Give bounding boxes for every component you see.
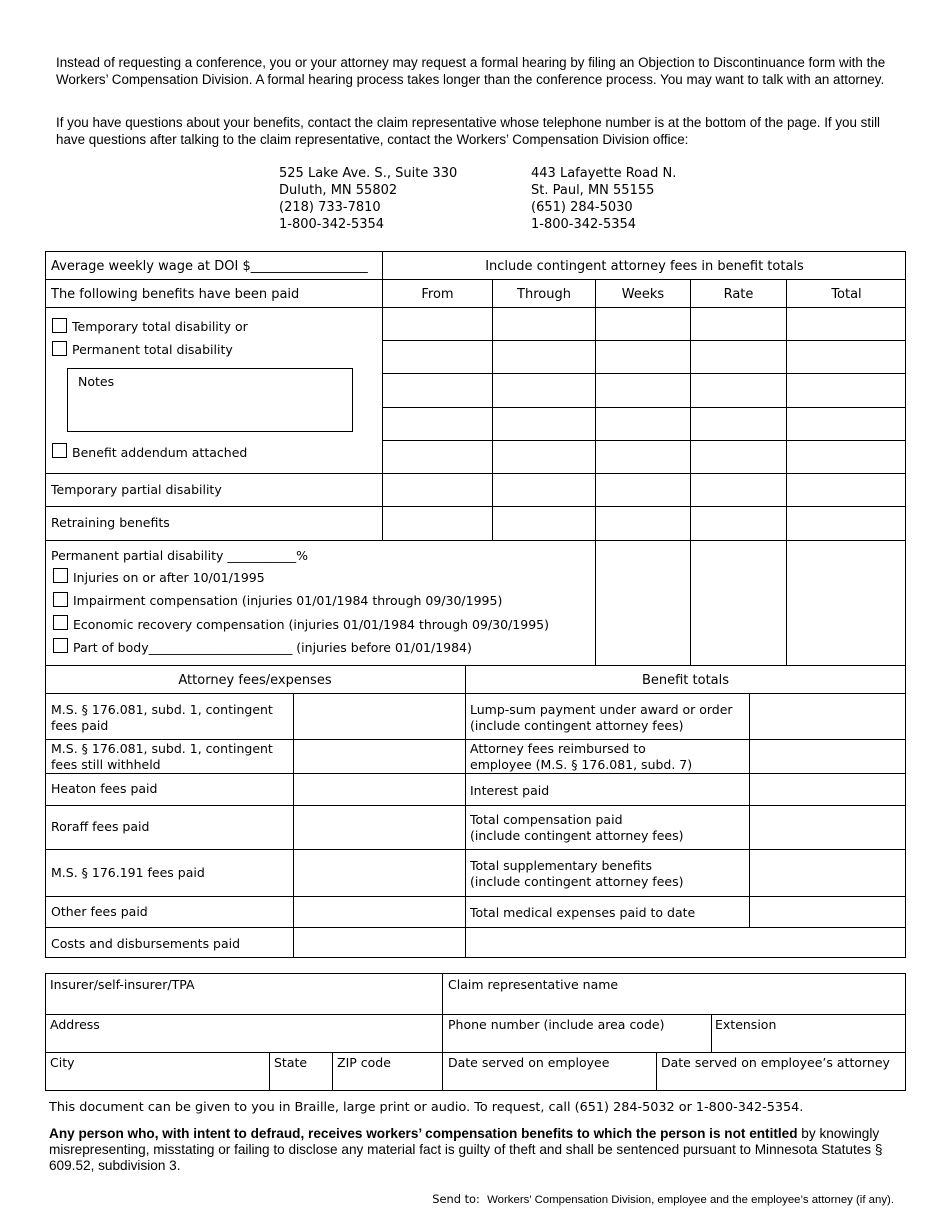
line: employee (M.S. § 176.081, subd. 7) — [470, 757, 693, 772]
line: Lump-sum payment under award or order — [470, 702, 733, 717]
office-phone: (218) 733-7810 — [279, 200, 381, 215]
vline — [45, 666, 46, 958]
vline — [442, 973, 443, 1091]
hline — [45, 957, 906, 958]
vline — [711, 1014, 712, 1052]
served-attorney-label: Date served on employee’s attorney — [661, 1055, 890, 1070]
office-duluth — [279, 165, 457, 233]
extension-label: Extension — [715, 1017, 777, 1032]
hline — [45, 506, 906, 507]
retraining-label: Retraining benefits — [51, 515, 170, 530]
hline — [382, 373, 906, 374]
totals-supplementary — [470, 858, 683, 890]
ptd-checkbox[interactable] — [52, 341, 67, 356]
hline — [45, 773, 906, 774]
addendum-label: Benefit addendum attached — [72, 445, 248, 460]
hline — [45, 927, 906, 928]
intro-paragraph-questions: If you have questions about your benefits, contact the claim representative whose telephone number is at the bottom of the page. If you still have questions after talking to the claim representative, contact the Workers’ Compensation Division office: — [56, 115, 881, 147]
address-label: Address — [50, 1017, 100, 1032]
line: (include contingent attorney fees) — [470, 828, 684, 843]
line: Attorney fees reimbursed to — [470, 741, 646, 756]
hline — [45, 307, 906, 308]
ppd-option-4-label: Part of body_______________________ (injuries before 01/01/1984) — [73, 640, 472, 655]
vline — [332, 1052, 333, 1091]
ttd-label: Temporary total disability or — [72, 319, 248, 334]
fees-other: Other fees paid — [51, 904, 148, 919]
fraud-notice — [49, 1126, 904, 1174]
office-phone: (651) 284-5030 — [531, 200, 633, 215]
hline — [45, 473, 906, 474]
fees-176-191: M.S. § 176.191 fees paid — [51, 865, 205, 880]
hline — [45, 540, 906, 541]
vline — [595, 279, 596, 666]
phone-label: Phone number (include area code) — [448, 1017, 665, 1032]
office-tollfree: 1-800-342-5354 — [531, 217, 637, 232]
hline — [45, 1014, 906, 1015]
tpd-label: Temporary partial disability — [51, 482, 222, 497]
line: Total supplementary benefits — [470, 858, 653, 873]
ttd-checkbox[interactable] — [52, 318, 67, 333]
fraud-notice-bold: Any person who, with intent to defraud, receives workers’ compensation benefits to which the person is not entitled — [49, 1126, 798, 1141]
hline — [382, 440, 906, 441]
ppd-option-2-label: Impairment compensation (injuries 01/01/1984 through 09/30/1995) — [73, 593, 503, 608]
ppd-option-2-checkbox[interactable] — [53, 592, 68, 607]
line: Total compensation paid — [470, 812, 623, 827]
fees-contingent-paid: M.S. § 176.081, subd. 1, contingent fees paid — [51, 702, 273, 733]
vline — [786, 279, 787, 666]
office-stpaul — [531, 165, 676, 233]
hline — [45, 693, 906, 694]
send-to-label: Send to: — [432, 1192, 480, 1206]
hline — [382, 340, 906, 341]
contingent-fees-header: Include contingent attorney fees in benefit totals — [485, 259, 804, 274]
fees-costs: Costs and disbursements paid — [51, 936, 241, 951]
office-tollfree: 1-800-342-5354 — [279, 217, 385, 232]
office-street: 525 Lake Ave. S., Suite 330 — [279, 166, 458, 181]
vline — [465, 666, 466, 958]
city-label: City — [50, 1055, 75, 1070]
ppd-option-1-checkbox[interactable] — [53, 568, 68, 583]
totals-attorney-reimbursed — [470, 741, 692, 773]
totals-lump-sum — [470, 702, 733, 734]
vline — [492, 279, 493, 541]
send-to — [432, 1192, 894, 1208]
hline — [45, 279, 906, 280]
column-through: Through — [517, 287, 571, 302]
attorney-fees-header: Attorney fees/expenses — [178, 673, 332, 688]
fees-contingent-withheld: M.S. § 176.081, subd. 1, contingent fees still withheld — [51, 741, 273, 772]
office-city: St. Paul, MN 55155 — [531, 183, 655, 198]
braille-notice: This document can be given to you in Braille, large print or audio. To request, call (651) 284-5032 or 1-800-342-5354. — [49, 1100, 804, 1115]
hline — [45, 805, 906, 806]
office-city: Duluth, MN 55802 — [279, 183, 398, 198]
vline — [749, 693, 750, 928]
claim-rep-label: Claim representative name — [448, 977, 619, 992]
hline — [45, 896, 906, 897]
vline — [269, 1052, 270, 1091]
ppd-option-3-checkbox[interactable] — [53, 615, 68, 630]
fees-heaton: Heaton fees paid — [51, 781, 158, 796]
totals-interest: Interest paid — [470, 783, 550, 798]
ptd-label: Permanent total disability — [72, 342, 233, 357]
send-to-text: Workers’ Compensation Division, employee and the employee’s attorney (if any). — [487, 1194, 894, 1206]
served-employee-label: Date served on employee — [448, 1055, 610, 1070]
ppd-option-1-label: Injuries on or after 10/01/1995 — [73, 570, 265, 585]
fees-roraff: Roraff fees paid — [51, 819, 150, 834]
vline — [690, 279, 691, 666]
vline — [293, 693, 294, 958]
totals-compensation — [470, 812, 683, 844]
insurer-label: Insurer/self-insurer/TPA — [50, 977, 195, 992]
benefits-paid-label: The following benefits have been paid — [51, 287, 300, 302]
zip-label: ZIP code — [337, 1055, 391, 1070]
benefit-totals-header: Benefit totals — [641, 673, 730, 688]
column-rate: Rate — [723, 287, 754, 302]
vline — [656, 1052, 657, 1091]
column-weeks: Weeks — [621, 287, 665, 302]
hline — [382, 407, 906, 408]
ppd-label: Permanent partial disability ___________% — [51, 548, 308, 563]
intro-paragraph-hearing: Instead of requesting a conference, you or your attorney may request a formal hearing by filing an Objection to Discontinuance form with the Workers’ Compensation Division. A formal hearing process takes longer than the conference process. You may want to talk with an attorney. — [56, 55, 886, 87]
addendum-checkbox[interactable] — [52, 443, 67, 458]
ppd-option-3-label: Economic recovery compensation (injuries 01/01/1984 through 09/30/1995) — [73, 617, 549, 632]
hline — [45, 1052, 906, 1053]
fraud-notice-text: by knowingly misrepresenting, misstating or failing to disclose any material fact is guilty of theft and shall be sentenced pursuant to Minnesota Statutes § 609.52, subdivision 3. — [49, 1126, 883, 1173]
notes-label: Notes — [78, 374, 115, 389]
vline — [905, 666, 906, 958]
state-label: State — [274, 1055, 308, 1070]
line: (include contingent attorney fees) — [470, 874, 684, 889]
totals-medical: Total medical expenses paid to date — [470, 905, 696, 920]
column-from: From — [421, 287, 454, 302]
line: (include contingent attorney fees) — [470, 718, 684, 733]
ppd-option-4-checkbox[interactable] — [53, 638, 68, 653]
hline — [45, 849, 906, 850]
avg-weekly-wage-label: Average weekly wage at DOI $__________________ — [51, 259, 368, 274]
column-total: Total — [831, 287, 862, 302]
office-street: 443 Lafayette Road N. — [531, 166, 677, 181]
hline — [45, 739, 906, 740]
